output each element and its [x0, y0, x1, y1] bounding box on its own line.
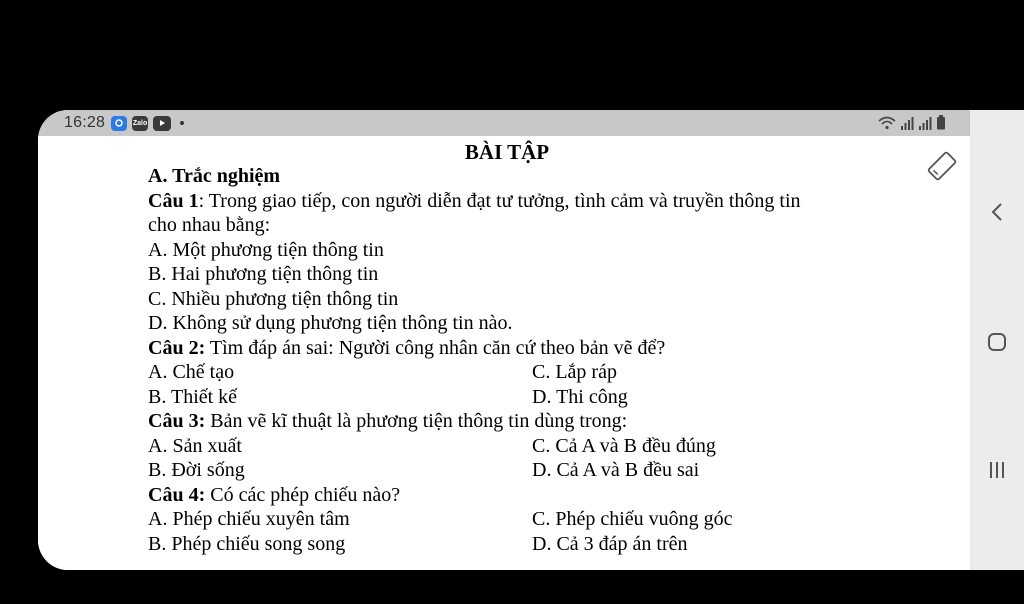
- navigation-bar: [970, 110, 1024, 570]
- section-label: A. Trắc nghiệm: [148, 165, 281, 187]
- q3-option-a: A. Sản xuất: [148, 435, 242, 457]
- q2-option-a: A. Chế tạo: [148, 361, 235, 383]
- page-title: BÀI TẬP: [464, 140, 550, 164]
- q4-option-c: C. Phép chiếu vuông góc: [532, 508, 733, 530]
- q1-text: : Trong giao tiếp, con người diễn đạt tư tưởng, tình cảm và truyền thông tin: [198, 190, 801, 212]
- q3-text: Bản vẽ kĩ thuật là phương tiện thông tin dùng trong:: [205, 410, 628, 432]
- youtube-icon: [153, 116, 171, 131]
- document-view[interactable]: [38, 136, 970, 570]
- q1-text-line2: cho nhau bằng:: [148, 214, 271, 236]
- phone-screen: [38, 110, 1024, 570]
- q1-option-d: D. Không sử dụng phương tiện thông tin nào.: [148, 312, 513, 334]
- rotate-screen-icon[interactable]: [926, 150, 958, 182]
- question-2: [148, 336, 665, 360]
- q1-label: Câu 1: [148, 190, 199, 212]
- back-icon: [990, 201, 1004, 223]
- recents-icon: [987, 460, 1007, 480]
- q2-option-c: C. Lắp ráp: [532, 361, 617, 383]
- q3-label: Câu 3:: [148, 410, 206, 432]
- q4-text: Có các phép chiếu nào?: [205, 484, 401, 506]
- status-bar: [38, 110, 970, 136]
- battery-icon: [936, 115, 946, 130]
- section-heading: [148, 164, 280, 188]
- q4-option-b: B. Phép chiếu song song: [148, 533, 346, 555]
- weather-icon: [111, 116, 127, 131]
- q4-option-d: D. Cả 3 đáp án trên: [532, 533, 688, 555]
- signal-icon: [900, 116, 914, 130]
- zalo-icon: Zalo: [132, 116, 148, 131]
- status-right-icons: [878, 115, 946, 130]
- recents-button[interactable]: [970, 450, 1024, 490]
- wifi-icon: [878, 116, 896, 130]
- q4-option-a: A. Phép chiếu xuyên tâm: [148, 508, 350, 530]
- notification-dot: [180, 121, 184, 125]
- q3-option-b: B. Đời sống: [148, 459, 245, 481]
- q1-option-a: A. Một phương tiện thông tin: [148, 239, 384, 261]
- q2-option-d: D. Thi công: [532, 386, 628, 408]
- question-4: [148, 483, 400, 507]
- status-time: 16:28: [64, 114, 106, 131]
- q1-option-c: C. Nhiều phương tiện thông tin: [148, 288, 399, 310]
- q1-option-b: B. Hai phương tiện thông tin: [148, 263, 379, 285]
- q3-option-d: D. Cả A và B đều sai: [532, 459, 700, 481]
- q2-text: Tìm đáp án sai: Người công nhân căn cứ theo bản vẽ để?: [205, 337, 666, 359]
- back-button[interactable]: [970, 192, 1024, 232]
- q4-label: Câu 4:: [148, 484, 206, 506]
- home-icon: [987, 332, 1007, 352]
- signal-icon-2: [918, 116, 932, 130]
- q2-option-b: B. Thiết kế: [148, 386, 238, 408]
- question-3: [148, 409, 627, 433]
- q3-option-c: C. Cả A và B đều đúng: [532, 435, 716, 457]
- home-button[interactable]: [970, 322, 1024, 362]
- question-1: [148, 189, 801, 213]
- q2-label: Câu 2:: [148, 337, 206, 359]
